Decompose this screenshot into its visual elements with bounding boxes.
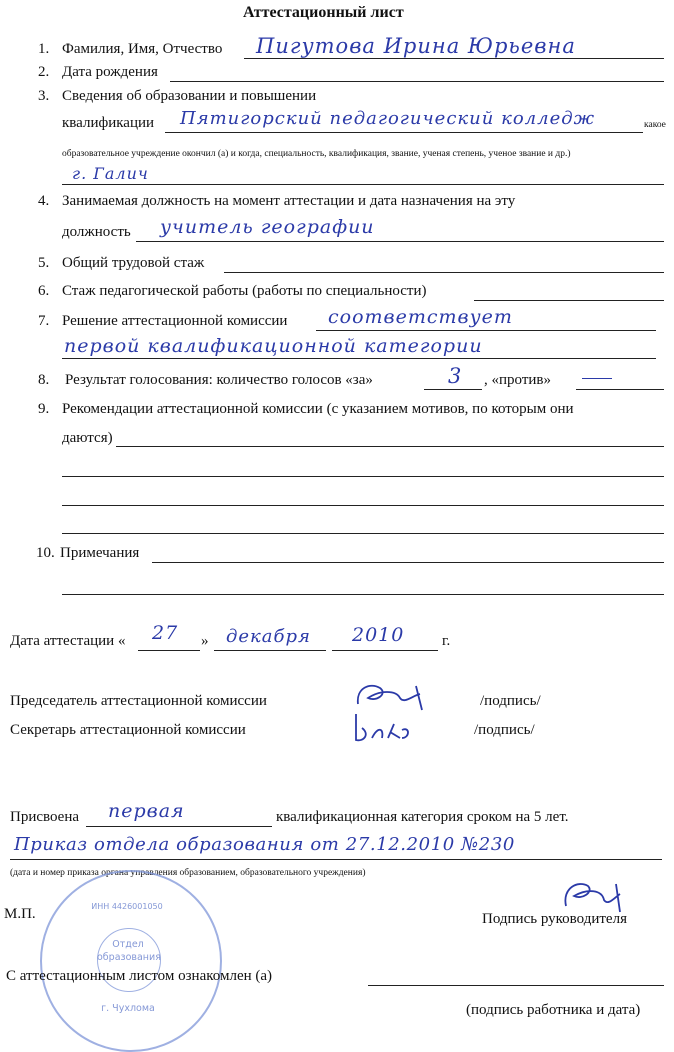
acquainted-hint: (подпись работника и дата)	[466, 1002, 641, 1018]
item-2-number: 2.	[38, 64, 50, 80]
item-2-label: Дата рождения	[62, 64, 158, 80]
item-6-number: 6.	[38, 283, 50, 299]
item-4-line	[136, 241, 664, 242]
item-5-line	[224, 272, 664, 273]
item-9-number: 9.	[38, 401, 50, 417]
item-7-value-1: соответствует	[328, 306, 513, 328]
item-2-line	[170, 81, 664, 82]
attestation-year-line	[332, 650, 438, 651]
item-1-label: Фамилия, Имя, Отчество	[62, 41, 223, 57]
attestation-year: 2010	[352, 624, 405, 646]
item-4-label-line1: Занимаемая должность на момент аттестации и дата назначения на эту	[62, 193, 516, 209]
attestation-month: декабря	[226, 626, 311, 647]
chairman-label: Председатель аттестационной комиссии	[10, 693, 267, 709]
item-3-value: Пятигорский педагогический колледж	[180, 108, 596, 129]
assigned-order-line	[10, 859, 662, 860]
attestation-month-line	[214, 650, 326, 651]
attestation-day-line	[138, 650, 200, 651]
acquainted-line	[368, 985, 664, 986]
item-3-label-line2: квалификации	[62, 115, 155, 131]
item-3-line	[165, 132, 643, 133]
item-9-label-line2: даются)	[62, 430, 113, 446]
item-1-number: 1.	[38, 41, 50, 57]
item-3-value-2: г. Галич	[72, 164, 149, 183]
head-signature	[558, 876, 628, 916]
item-10-line-1	[152, 562, 664, 563]
item-9-line-2	[62, 476, 664, 477]
item-7-label: Решение аттестационной комиссии	[62, 313, 288, 329]
page-title: Аттестационный лист	[243, 4, 404, 21]
item-4-value: учитель географии	[160, 216, 375, 238]
stamp-inn-text: ИНН 4426001050	[91, 902, 163, 911]
item-8-label: Результат голосования: количество голосов «за»	[65, 372, 373, 388]
head-sign-label: Подпись руководителя	[482, 911, 627, 927]
item-8-za-value: 3	[448, 364, 463, 388]
item-7-value-2: первой квалификационной категории	[64, 335, 483, 357]
item-7-number: 7.	[38, 313, 50, 329]
item-9-line-4	[62, 533, 664, 534]
secretary-sign-label: /подпись/	[474, 722, 535, 738]
item-9-label-line1: Рекомендации аттестационной комиссии (с указанием мотивов, по которым они	[62, 401, 574, 417]
item-8-za-line	[424, 389, 482, 390]
item-8-number: 8.	[38, 372, 50, 388]
item-4-number: 4.	[38, 193, 50, 209]
attestation-date-suffix: г.	[442, 633, 451, 649]
item-1-line	[244, 58, 664, 59]
stamp-bottom-text: г. Чухлома	[101, 1003, 155, 1014]
item-8-against-label: , «против»	[484, 372, 551, 388]
item-4-label-line2: должность	[62, 224, 131, 240]
secretary-signature	[350, 708, 420, 748]
item-3-hint: образовательное учреждение окончил (а) и когда, специальность, квалификация, звание, ученая степень, ученое звание и др.)	[62, 149, 571, 159]
item-3-line-2	[62, 184, 664, 185]
attestation-date-label: Дата аттестации «	[10, 633, 126, 649]
item-9-line-1	[116, 446, 664, 447]
assigned-label: Присвоена	[10, 809, 80, 825]
stamp-center-text: Отдел образования	[97, 939, 161, 963]
item-8-against-line	[576, 389, 664, 390]
item-10-line-2	[62, 594, 664, 595]
item-9-line-3	[62, 505, 664, 506]
item-1-value: Пигутова Ирина Юрьевна	[256, 34, 576, 58]
item-3-number: 3.	[38, 88, 50, 104]
assigned-order: Приказ отдела образования от 27.12.2010 №230	[14, 834, 515, 855]
acquainted-label: С аттестационным листом ознакомлен (а)	[6, 968, 273, 984]
attestation-date-close: »	[201, 633, 209, 649]
chairman-sign-label: /подпись/	[480, 693, 541, 709]
item-5-number: 5.	[38, 255, 50, 271]
assigned-hint: (дата и номер приказа органа управления образованием, образовательного учреждения)	[10, 868, 366, 878]
secretary-label: Секретарь аттестационной комиссии	[10, 722, 246, 738]
mp-label: М.П.	[4, 906, 36, 922]
item-7-line	[316, 330, 656, 331]
item-6-line	[474, 300, 664, 301]
item-3-label-line1: Сведения об образовании и повышении	[62, 88, 317, 104]
assigned-suffix: квалификационная категория сроком на 5 лет.	[276, 809, 569, 825]
assigned-value: первая	[108, 800, 185, 822]
assigned-line	[86, 826, 272, 827]
attestation-day: 27	[152, 622, 179, 644]
item-6-label: Стаж педагогической работы (работы по специальности)	[62, 283, 427, 299]
item-7-line-2	[62, 358, 656, 359]
item-5-label: Общий трудовой стаж	[62, 255, 205, 271]
item-8-against-dash	[582, 378, 612, 379]
item-10-number: 10.	[36, 545, 55, 561]
item-3-suffix: какое	[644, 120, 666, 130]
item-10-label: Примечания	[60, 545, 140, 561]
